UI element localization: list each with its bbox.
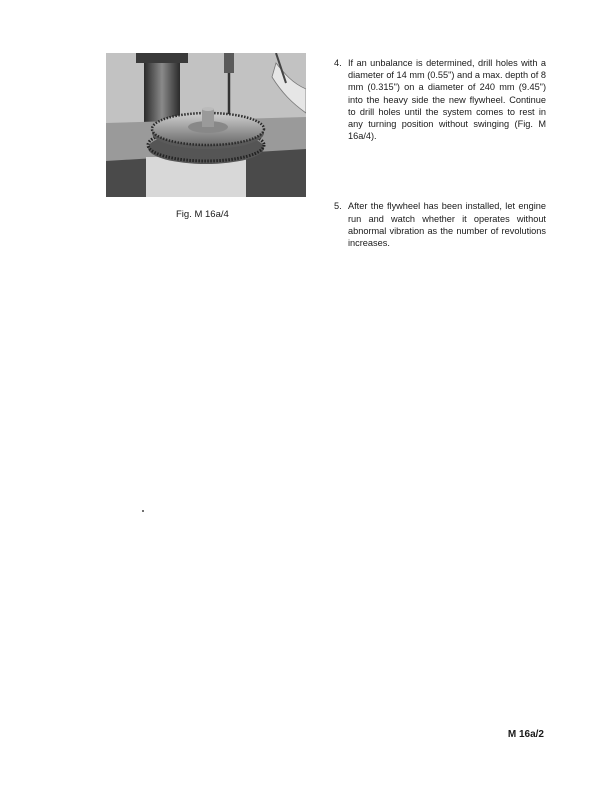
step-text: After the flywheel has been installed, let engine run and watch whether it operates without abnormal vibration as the number of revolutions increases. xyxy=(348,201,546,249)
step-text: If an unbalance is determined, drill holes with a diameter of 14 mm (0.55") and a max. depth of 8 mm (0.315") on a diameter of 240 mm (9.45") into the heavy side the new flywheel. Continue to drill holes until the system comes to rest in any turning position without swinging (Fig. M 16a/4). xyxy=(348,58,546,142)
step-item xyxy=(334,57,546,142)
step-number: 4. xyxy=(334,58,342,68)
figure-caption: Fig. M 16a/4 xyxy=(176,209,229,220)
step-item xyxy=(334,200,546,249)
flywheel-drilling-photo xyxy=(106,53,306,197)
page-identifier: M 16a/2 xyxy=(507,729,544,740)
step-number: 5. xyxy=(334,201,342,212)
scan-speck xyxy=(142,510,144,512)
instruction-steps xyxy=(334,57,546,249)
